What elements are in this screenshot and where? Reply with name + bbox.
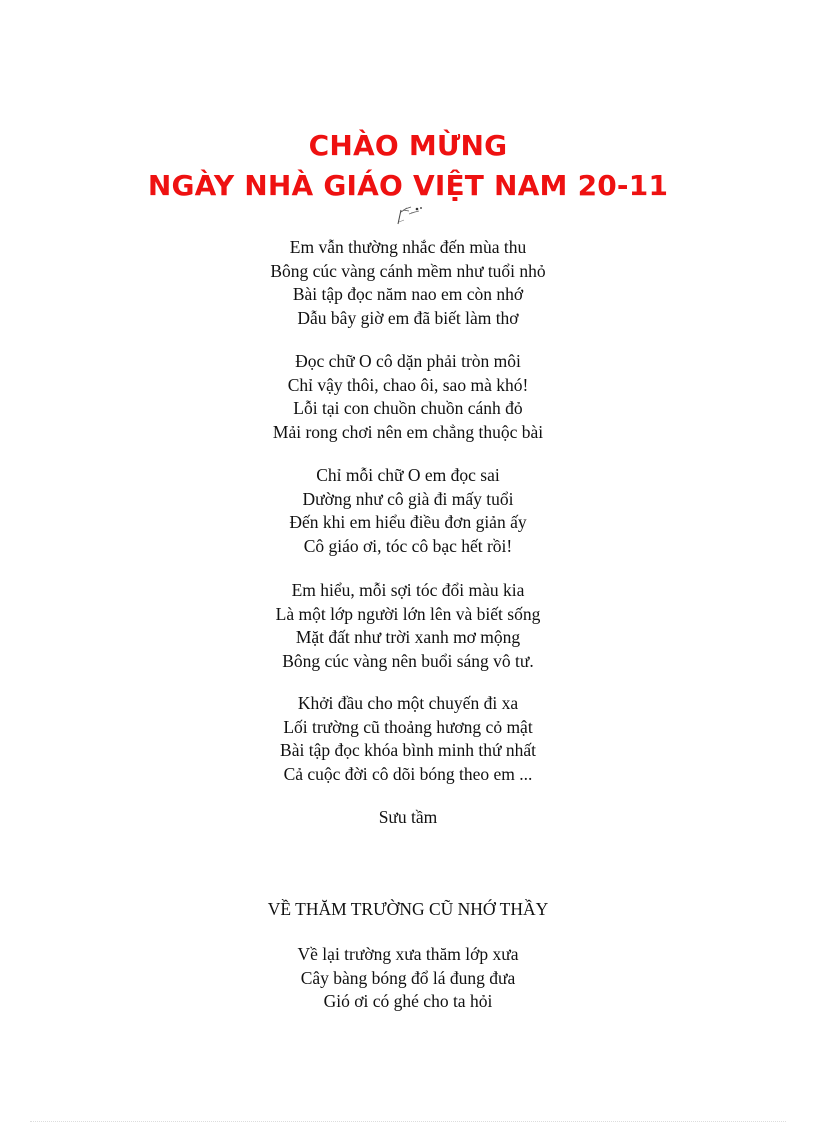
poem-line: Bài tập đọc khóa bình minh thứ nhất [280,740,536,760]
poem-line: Dẫu bây giờ em đã biết làm thơ [297,307,519,328]
poem-line: Đọc chữ O cô dặn phải tròn môi [295,351,521,371]
poem-credit: Sưu tầm [378,807,438,827]
poem-line: Bài tập đọc năm nao em còn nhớ [292,284,524,304]
heading-line-2: NGÀY NHÀ GIÁO VIỆT NAM 20-11 [147,169,669,202]
poem2-title: VỀ THĂM TRƯỜNG CŨ NHỚ THẦY [267,899,549,919]
poem1-stanza-2 [0,350,816,444]
poem-line: Chỉ mỗi chữ O em đọc sai [316,465,500,485]
poem-line: Khởi đầu cho một chuyến đi xa [297,693,519,713]
poem-line: Chỉ vậy thôi, chao ôi, sao mà khó! [287,374,529,395]
heading-line-1: CHÀO MỪNG [308,129,508,162]
poem2-stanza-1 [0,943,816,1014]
poem-line: Cây bàng bóng đổ lá đung đưa [300,967,516,988]
poem-line: Về lại trường xưa thăm lớp xưa [297,944,519,964]
bamboo-sketch-icon [395,204,425,226]
poem-line: Gió ơi có ghé cho ta hỏi [323,991,493,1011]
poem-line: Cả cuộc đời cô dõi bóng theo em ... [283,763,533,784]
poem-line: Mặt đất như trời xanh mơ mộng [295,627,521,647]
poem-line: Đến khi em hiểu điều đơn giản ấy [289,512,527,532]
page-bottom-divider [30,1121,786,1122]
poem-line: Dường như cô già đi mấy tuổi [302,488,514,509]
poem-line: Lỗi tại con chuồn chuồn cánh đỏ [293,398,523,418]
poem-line: Mải rong chơi nên em chẳng thuộc bài [272,421,544,442]
poem-line: Lối trường cũ thoảng hương cỏ mật [283,716,533,737]
poem-line: Em hiểu, mỗi sợi tóc đổi màu kia [291,580,525,600]
poem-line: Cô giáo ơi, tóc cô bạc hết rồi! [303,535,513,556]
poem-line: Em vẫn thường nhắc đến mùa thu [289,237,527,257]
poem-line: Bông cúc vàng nên buổi sáng vô tư. [282,650,534,671]
poem1-stanza-4 [0,579,816,673]
poem1-stanza-5 [0,692,816,786]
poem1-stanza-3 [0,464,816,558]
poem-line: Là một lớp người lớn lên và biết sống [275,603,541,624]
poem1-stanza-1 [0,236,816,330]
poem-line: Bông cúc vàng cánh mềm như tuổi nhỏ [270,260,546,281]
